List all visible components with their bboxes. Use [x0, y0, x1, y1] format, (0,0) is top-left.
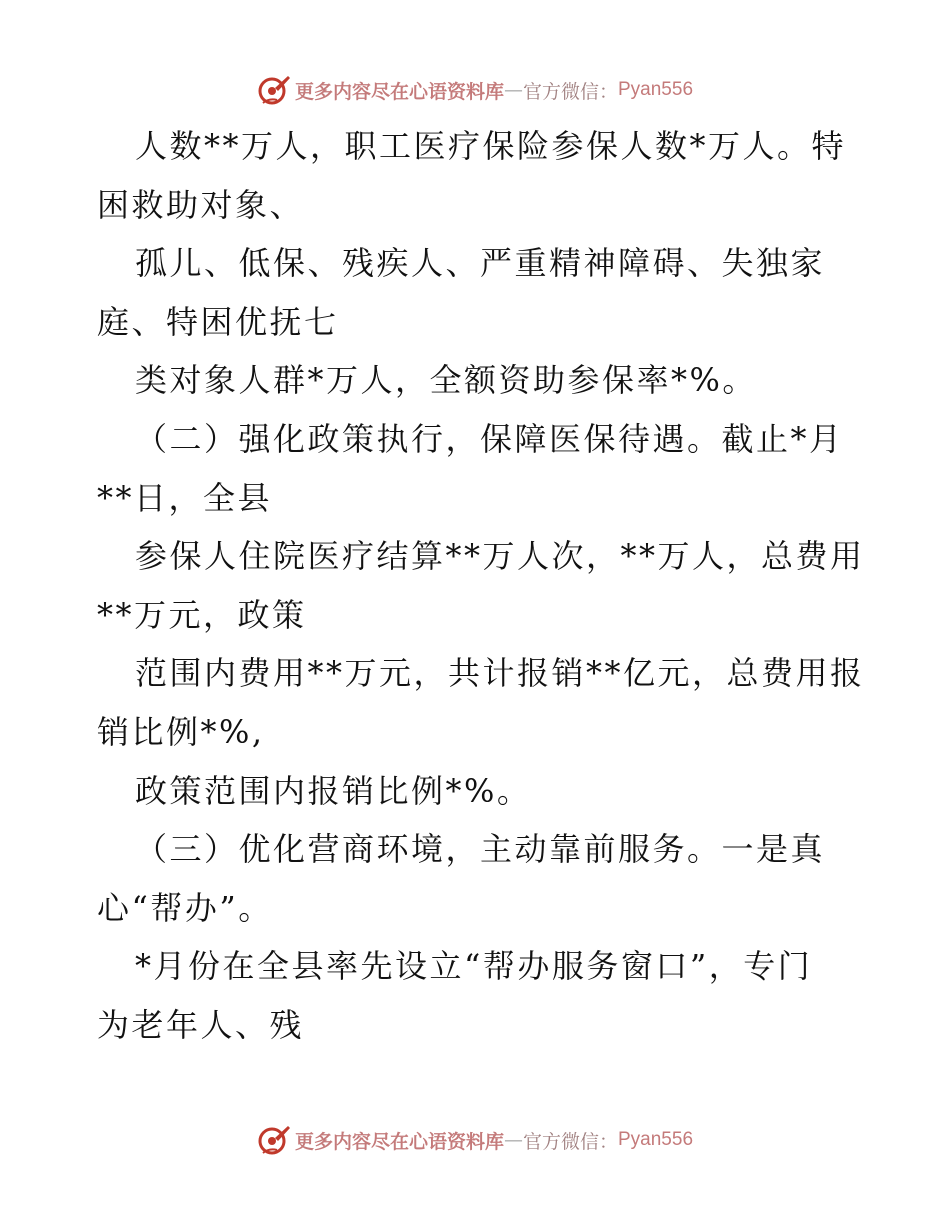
text-line: *月份在全县率先设立“帮办服务窗口”，专门 [135, 947, 813, 986]
pen-logo-icon [257, 1123, 291, 1157]
text-line: 销比例*%, [97, 712, 265, 751]
text-line: 庭、特困优抚七 [97, 302, 339, 341]
text-line: 心“帮办”。 [97, 888, 273, 927]
banner-wechat-id: Pyan556 [618, 79, 694, 100]
text-line: **日，全县 [97, 478, 273, 517]
banner-separator: — [503, 1129, 523, 1151]
document-body [97, 117, 865, 1055]
text-line: **万元，政策 [97, 595, 307, 634]
text-line: 范围内费用**万元，共计报销**亿元，总费用报 [135, 654, 865, 693]
banner-site-name: 更多内容尽在心语资料库 [294, 1130, 504, 1153]
banner-wechat-label: 官方微信： [522, 80, 618, 103]
banner-separator: — [503, 79, 523, 101]
text-line: （三）优化营商环境，主动靠前服务。一是真 [135, 830, 826, 869]
banner-wechat-label: 官方微信： [522, 1130, 618, 1153]
banner-site-name: 更多内容尽在心语资料库 [294, 80, 504, 103]
footer-banner [0, 1120, 950, 1160]
banner-wechat-id: Pyan556 [618, 1129, 694, 1150]
text-line: 人数**万人，职工医疗保险参保人数*万人。特 [135, 127, 847, 165]
text-line: 困救助对象、 [97, 185, 305, 224]
text-line: 为老年人、残 [97, 1005, 305, 1044]
text-line: 类对象人群*万人，全额资助参保率*%。 [135, 361, 757, 400]
text-line: （二）强化政策执行，保障医保待遇。截止*月 [135, 419, 844, 458]
text-line: 政策范围内报销比例*%。 [135, 771, 532, 810]
text-line: 参保人住院医疗结算**万人次，**万人，总费用 [135, 537, 865, 576]
header-banner [0, 70, 950, 110]
pen-logo-icon [257, 73, 291, 107]
text-line: 孤儿、低保、残疾人、严重精神障碍、失独家 [135, 244, 826, 283]
